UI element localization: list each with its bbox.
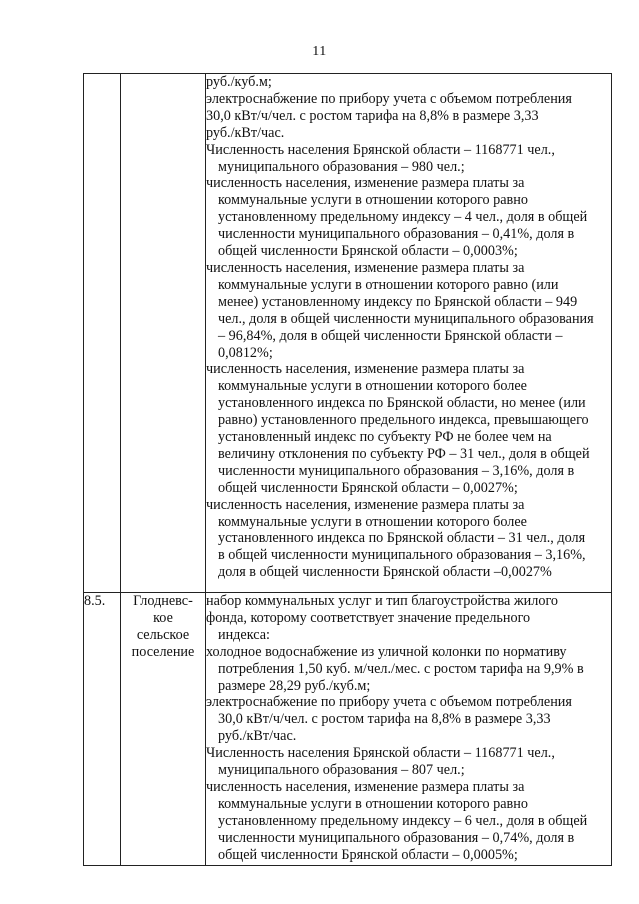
description-line: установленному предельному индексу – 4 чел., доля в общей — [218, 209, 588, 226]
description-line: коммунальные услуги в отношении которого равно (или — [218, 276, 559, 293]
description-line: – 96,84%, доля в общей численности Брянской области – — [218, 327, 563, 344]
description-line: Численность населения Брянской области – 1168771 чел., — [206, 745, 555, 762]
description-line: численность населения, изменение размера платы за — [206, 175, 525, 192]
description-line: доля в общей численности Брянской области –0,0027% — [218, 564, 552, 581]
description-line: в общей численности муниципального образования – 3,16%, — [218, 547, 586, 564]
table-row-8-5 — [84, 593, 612, 866]
description-line: установленного индекса по Брянской области – 31 чел., доля — [218, 530, 586, 547]
description-line: общей численности Брянской области – 0,0005%; — [218, 846, 518, 863]
description-line: руб./куб.м; — [206, 74, 272, 90]
row-number-cell — [84, 74, 121, 593]
description-line: установленного индекса по Брянской области, но менее (или — [218, 395, 586, 412]
description-line: индекса: — [218, 626, 270, 643]
description-line: величину отклонения по субъекту РФ – 31 чел., доля в общей — [218, 445, 590, 462]
description-line: размере 28,29 руб./куб.м; — [218, 677, 371, 694]
description-line: численность населения, изменение размера платы за — [206, 259, 525, 276]
description-line: набор коммунальных услуг и тип благоустройства жилого — [206, 593, 559, 609]
description-line: коммунальные услуги в отношении которого равно — [218, 795, 528, 812]
page-number: 11 — [312, 44, 327, 59]
description-line: установленному предельному индексу – 6 чел., доля в общей — [218, 812, 588, 829]
description-line: 30,0 кВт/ч/чел. с ростом тарифа на 8,8% в размере 3,33 — [206, 107, 539, 124]
description-line: численность населения, изменение размера платы за — [206, 778, 525, 795]
municipality-name-line: кое — [153, 609, 173, 626]
municipality-name-line: сельское — [136, 626, 190, 643]
description-line: Численность населения Брянской области – 1168771 чел., — [206, 141, 555, 158]
row-description-cell — [206, 593, 612, 866]
description-line: численности муниципального образования – 3,16%, доля в — [218, 462, 575, 479]
description-line: коммунальные услуги в отношении которого более — [218, 513, 527, 530]
description-line: численность населения, изменение размера платы за — [206, 496, 525, 513]
description-line: электроснабжение по прибору учета с объемом потребления — [206, 694, 572, 711]
description-line: фонда, которому соответствует значение предельного — [206, 609, 531, 626]
description-line: руб./кВт/час. — [206, 124, 285, 141]
description-line: чел., доля в общей численности муниципального образования — [218, 310, 594, 327]
description-line: общей численности Брянской области – 0,0027%; — [218, 479, 518, 496]
description-line: электроснабжение по прибору учета с объемом потребления — [206, 90, 572, 107]
description-line: руб./кВт/час. — [218, 728, 297, 745]
municipality-name-cell — [121, 74, 206, 593]
description-line: коммунальные услуги в отношении которого более — [218, 378, 527, 395]
description-line: коммунальные услуги в отношении которого равно — [218, 192, 528, 209]
description-line: холодное водоснабжение из уличной колонки по нормативу — [206, 643, 567, 660]
description-line: 30,0 кВт/ч/чел. с ростом тарифа на 8,8% в размере 3,33 — [218, 711, 551, 728]
description-line: общей численности Брянской области – 0,0003%; — [218, 243, 518, 260]
description-line: менее) установленному индексу по Брянской области – 949 — [218, 293, 578, 310]
document-table — [83, 73, 612, 866]
description-line: 0,0812%; — [218, 344, 273, 361]
description-line: численности муниципального образования – 0,41%, доля в — [218, 226, 575, 243]
description-line: муниципального образования – 980 чел.; — [218, 158, 465, 175]
description-line: муниципального образования – 807 чел.; — [218, 762, 465, 779]
description-line: потребления 1,50 куб. м/чел./мес. с ростом тарифа на 9,9% в — [218, 660, 584, 677]
description-line: равно) установленного предельного индекса, превышающего — [218, 412, 589, 429]
description-line: численность населения, изменение размера платы за — [206, 361, 525, 378]
row-number-cell — [84, 593, 121, 866]
description-line: численности муниципального образования – 0,74%, доля в — [218, 829, 575, 846]
row-number: 8.5. — [84, 593, 106, 609]
description-line: установленный индекс по субъекту РФ не более чем на — [218, 429, 552, 446]
municipality-name-line: Глодневс- — [133, 593, 193, 609]
table-row-continuation — [84, 74, 612, 593]
municipality-name-cell — [121, 593, 206, 866]
row-description-cell — [206, 74, 612, 593]
municipality-name-line: поселение — [131, 643, 195, 660]
